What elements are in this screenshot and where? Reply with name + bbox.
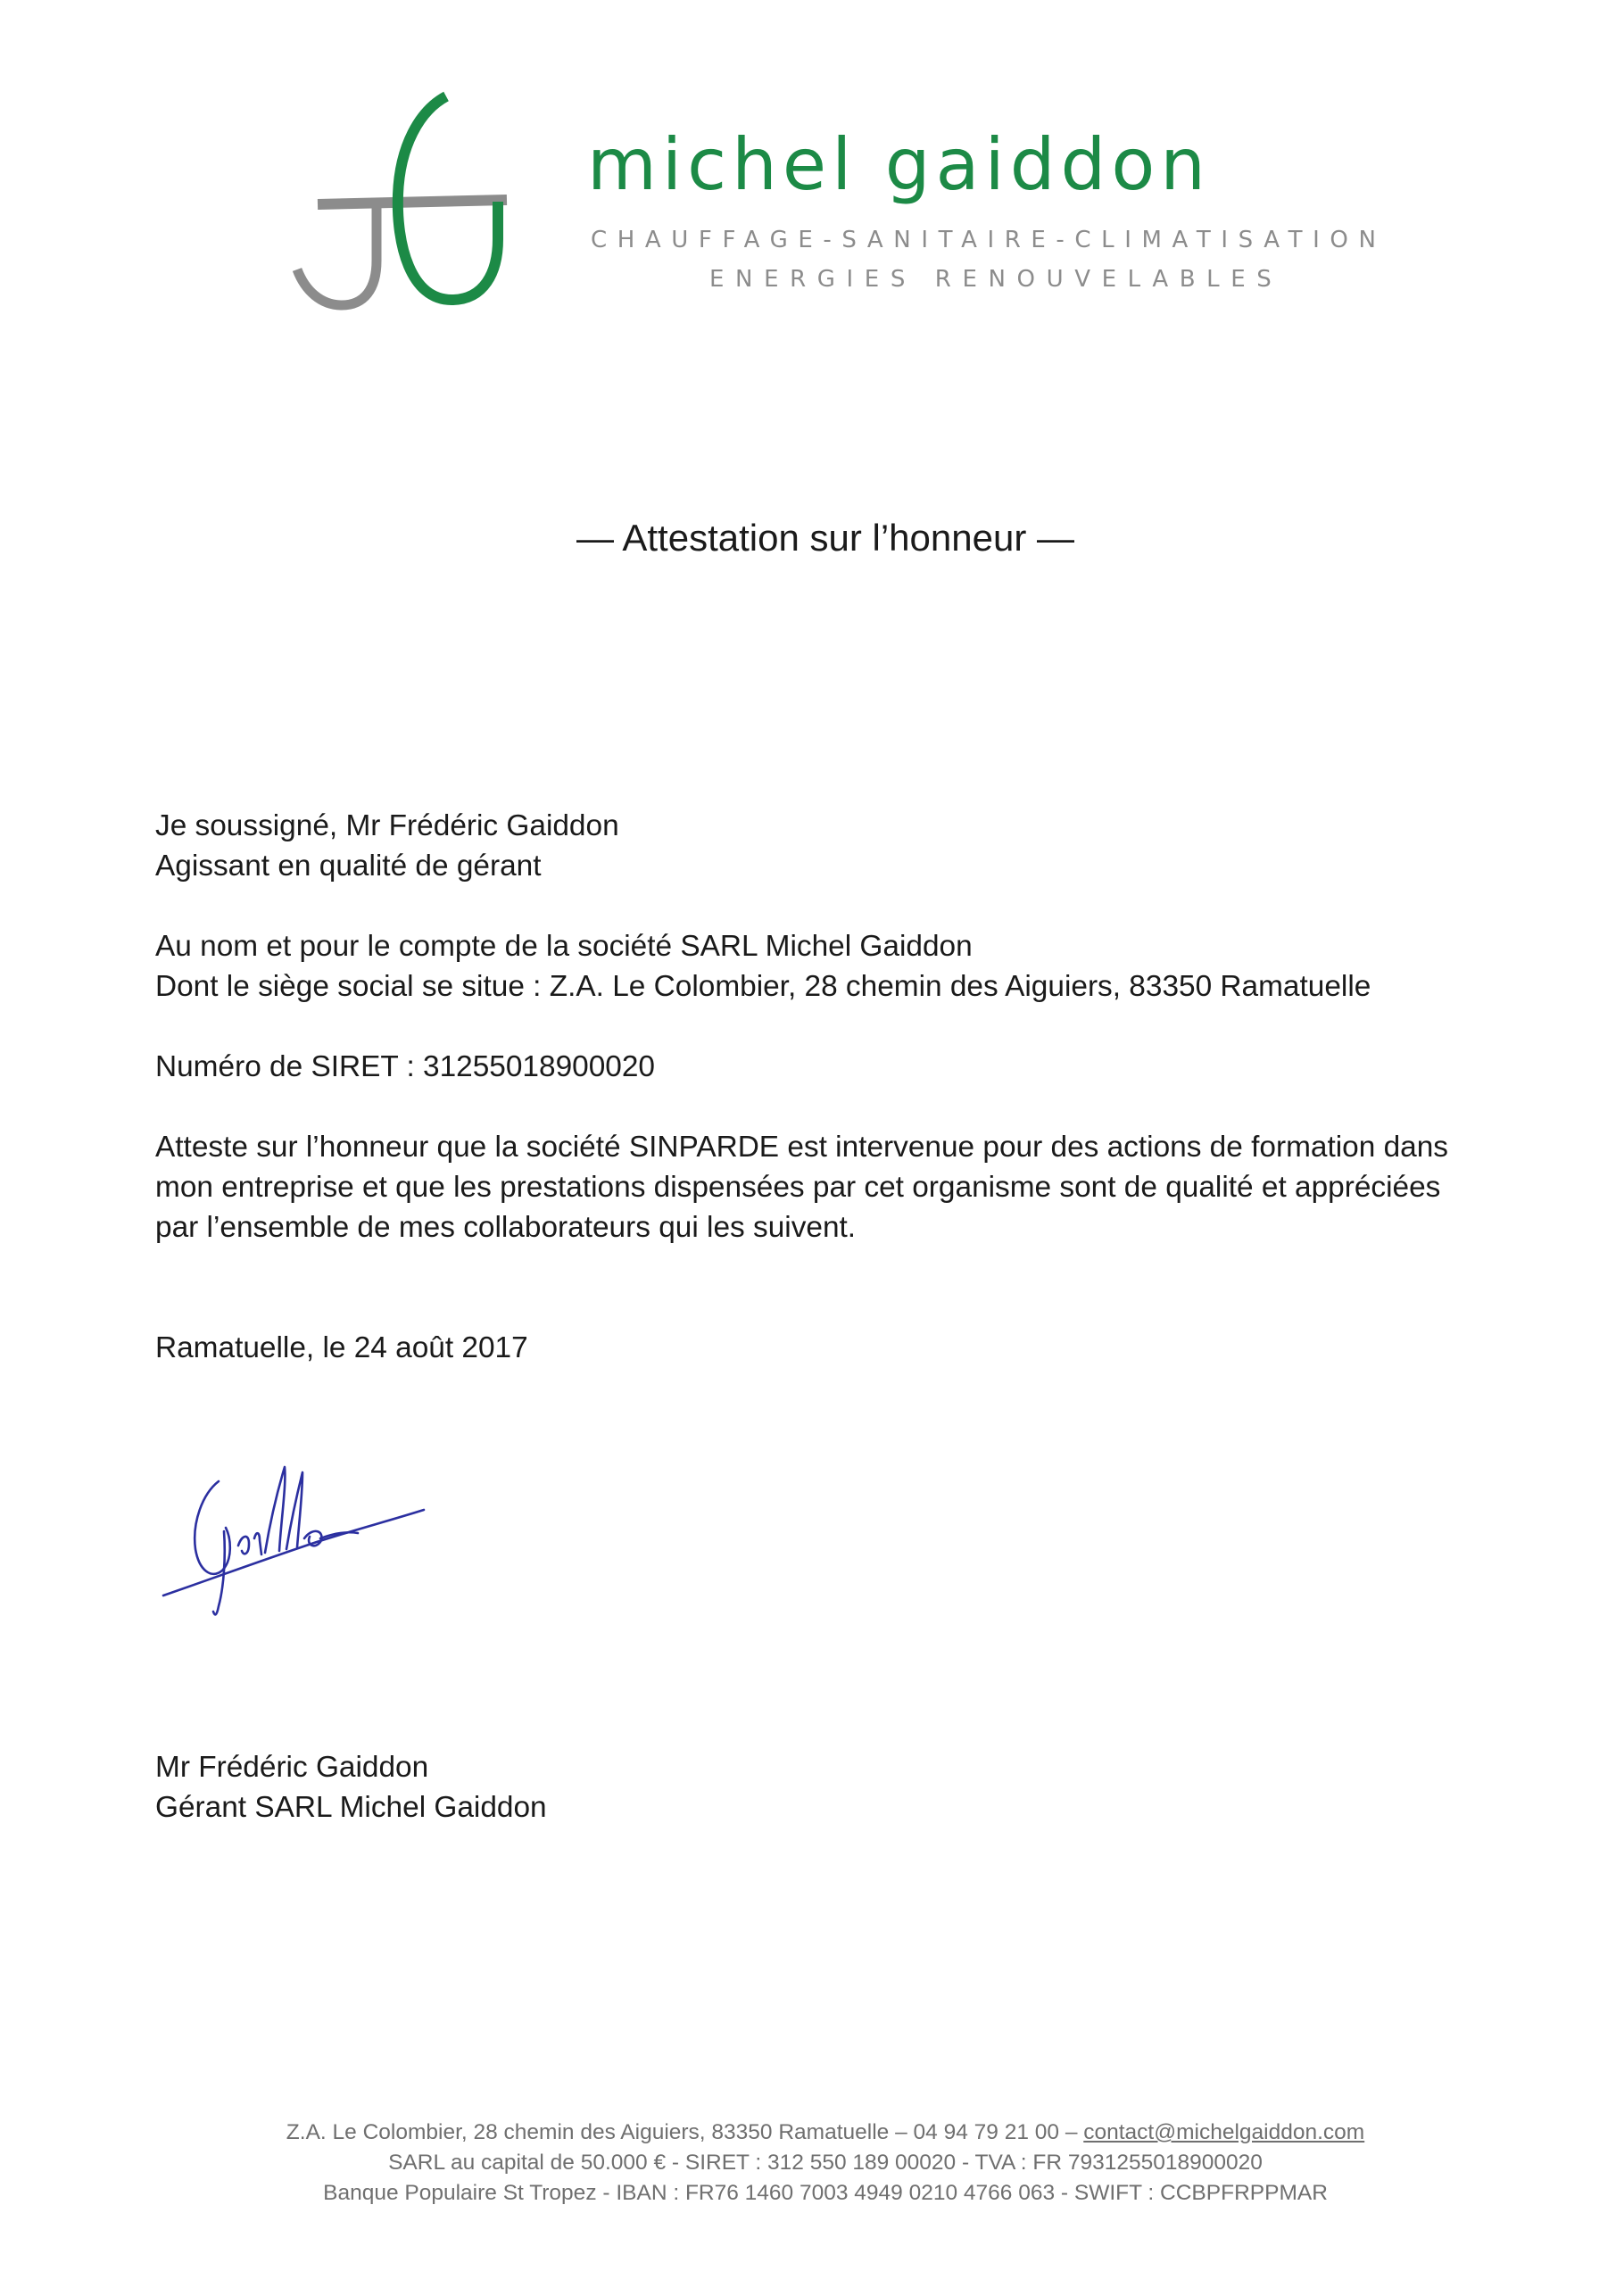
place-date-line: Ramatuelle, le 24 août 2017: [155, 1331, 528, 1364]
footer-company-line: SARL au capital de 50.000 € - SIRET : 312 550 189 00020 - TVA : FR 7931255018900020: [388, 2151, 1263, 2175]
identity-line: Je soussigné, Mr Frédéric Gaiddon: [155, 809, 619, 842]
statement-paragraph: [155, 1127, 1494, 1247]
tagline-services: CHAUFFAGE-SANITAIRE-CLIMATISATION: [591, 227, 1387, 253]
footer-address: Z.A. Le Colombier, 28 chemin des Aiguiers, 83350 Ramatuelle – 04 94 79 21 00 –: [286, 2120, 1084, 2144]
signatory-name: Mr Frédéric Gaiddon: [155, 1751, 429, 1784]
place-date: [155, 1328, 1494, 1368]
logo-gray-j-stroke: [297, 207, 377, 305]
signatory-title: Gérant SARL Michel Gaiddon: [155, 1791, 547, 1824]
signatory-block: [155, 1747, 1494, 1828]
company-line: Au nom et pour le compte de la société SARL Michel Gaiddon: [155, 930, 973, 963]
siret-line: Numéro de SIRET : 31255018900020: [155, 1050, 655, 1083]
identity-paragraph: [155, 806, 1494, 886]
document-title: — Attestation sur l’honneur —: [576, 517, 1074, 559]
company-paragraph: [155, 926, 1494, 1007]
page-footer: [0, 2118, 1624, 2209]
footer-bank-line: Banque Populaire St Tropez - IBAN : FR76 1460 7003 4949 0210 4766 063 - SWIFT : CCBPFRPPMAR: [323, 2181, 1328, 2205]
logo-gray-crossbar: [318, 200, 507, 204]
footer-email-link[interactable]: contact@michelgaiddon.com: [1083, 2120, 1365, 2144]
tagline-energies: ENERGIES RENOUVELABLES: [709, 266, 1283, 293]
siret-paragraph: [155, 1047, 1494, 1087]
footer-address-line: [0, 2118, 1624, 2148]
statement-line: mon entreprise et que les prestations dispensées par cet organisme sont de qualité et appréciées: [155, 1171, 1441, 1204]
handwritten-signature: [156, 1446, 433, 1624]
brand-name: michel gaiddon: [587, 123, 1211, 206]
identity-line: Agissant en qualité de gérant: [155, 850, 542, 883]
statement-line: Atteste sur l’honneur que la société SINPARDE est intervenue pour des actions de formation dans: [155, 1131, 1448, 1164]
statement-line: par l’ensemble de mes collaborateurs qui les suivent.: [155, 1211, 857, 1244]
company-line: Dont le siège social se situe : Z.A. Le Colombier, 28 chemin des Aiguiers, 83350 Ramatuelle: [155, 970, 1371, 1003]
company-logo-icon: [286, 89, 518, 312]
